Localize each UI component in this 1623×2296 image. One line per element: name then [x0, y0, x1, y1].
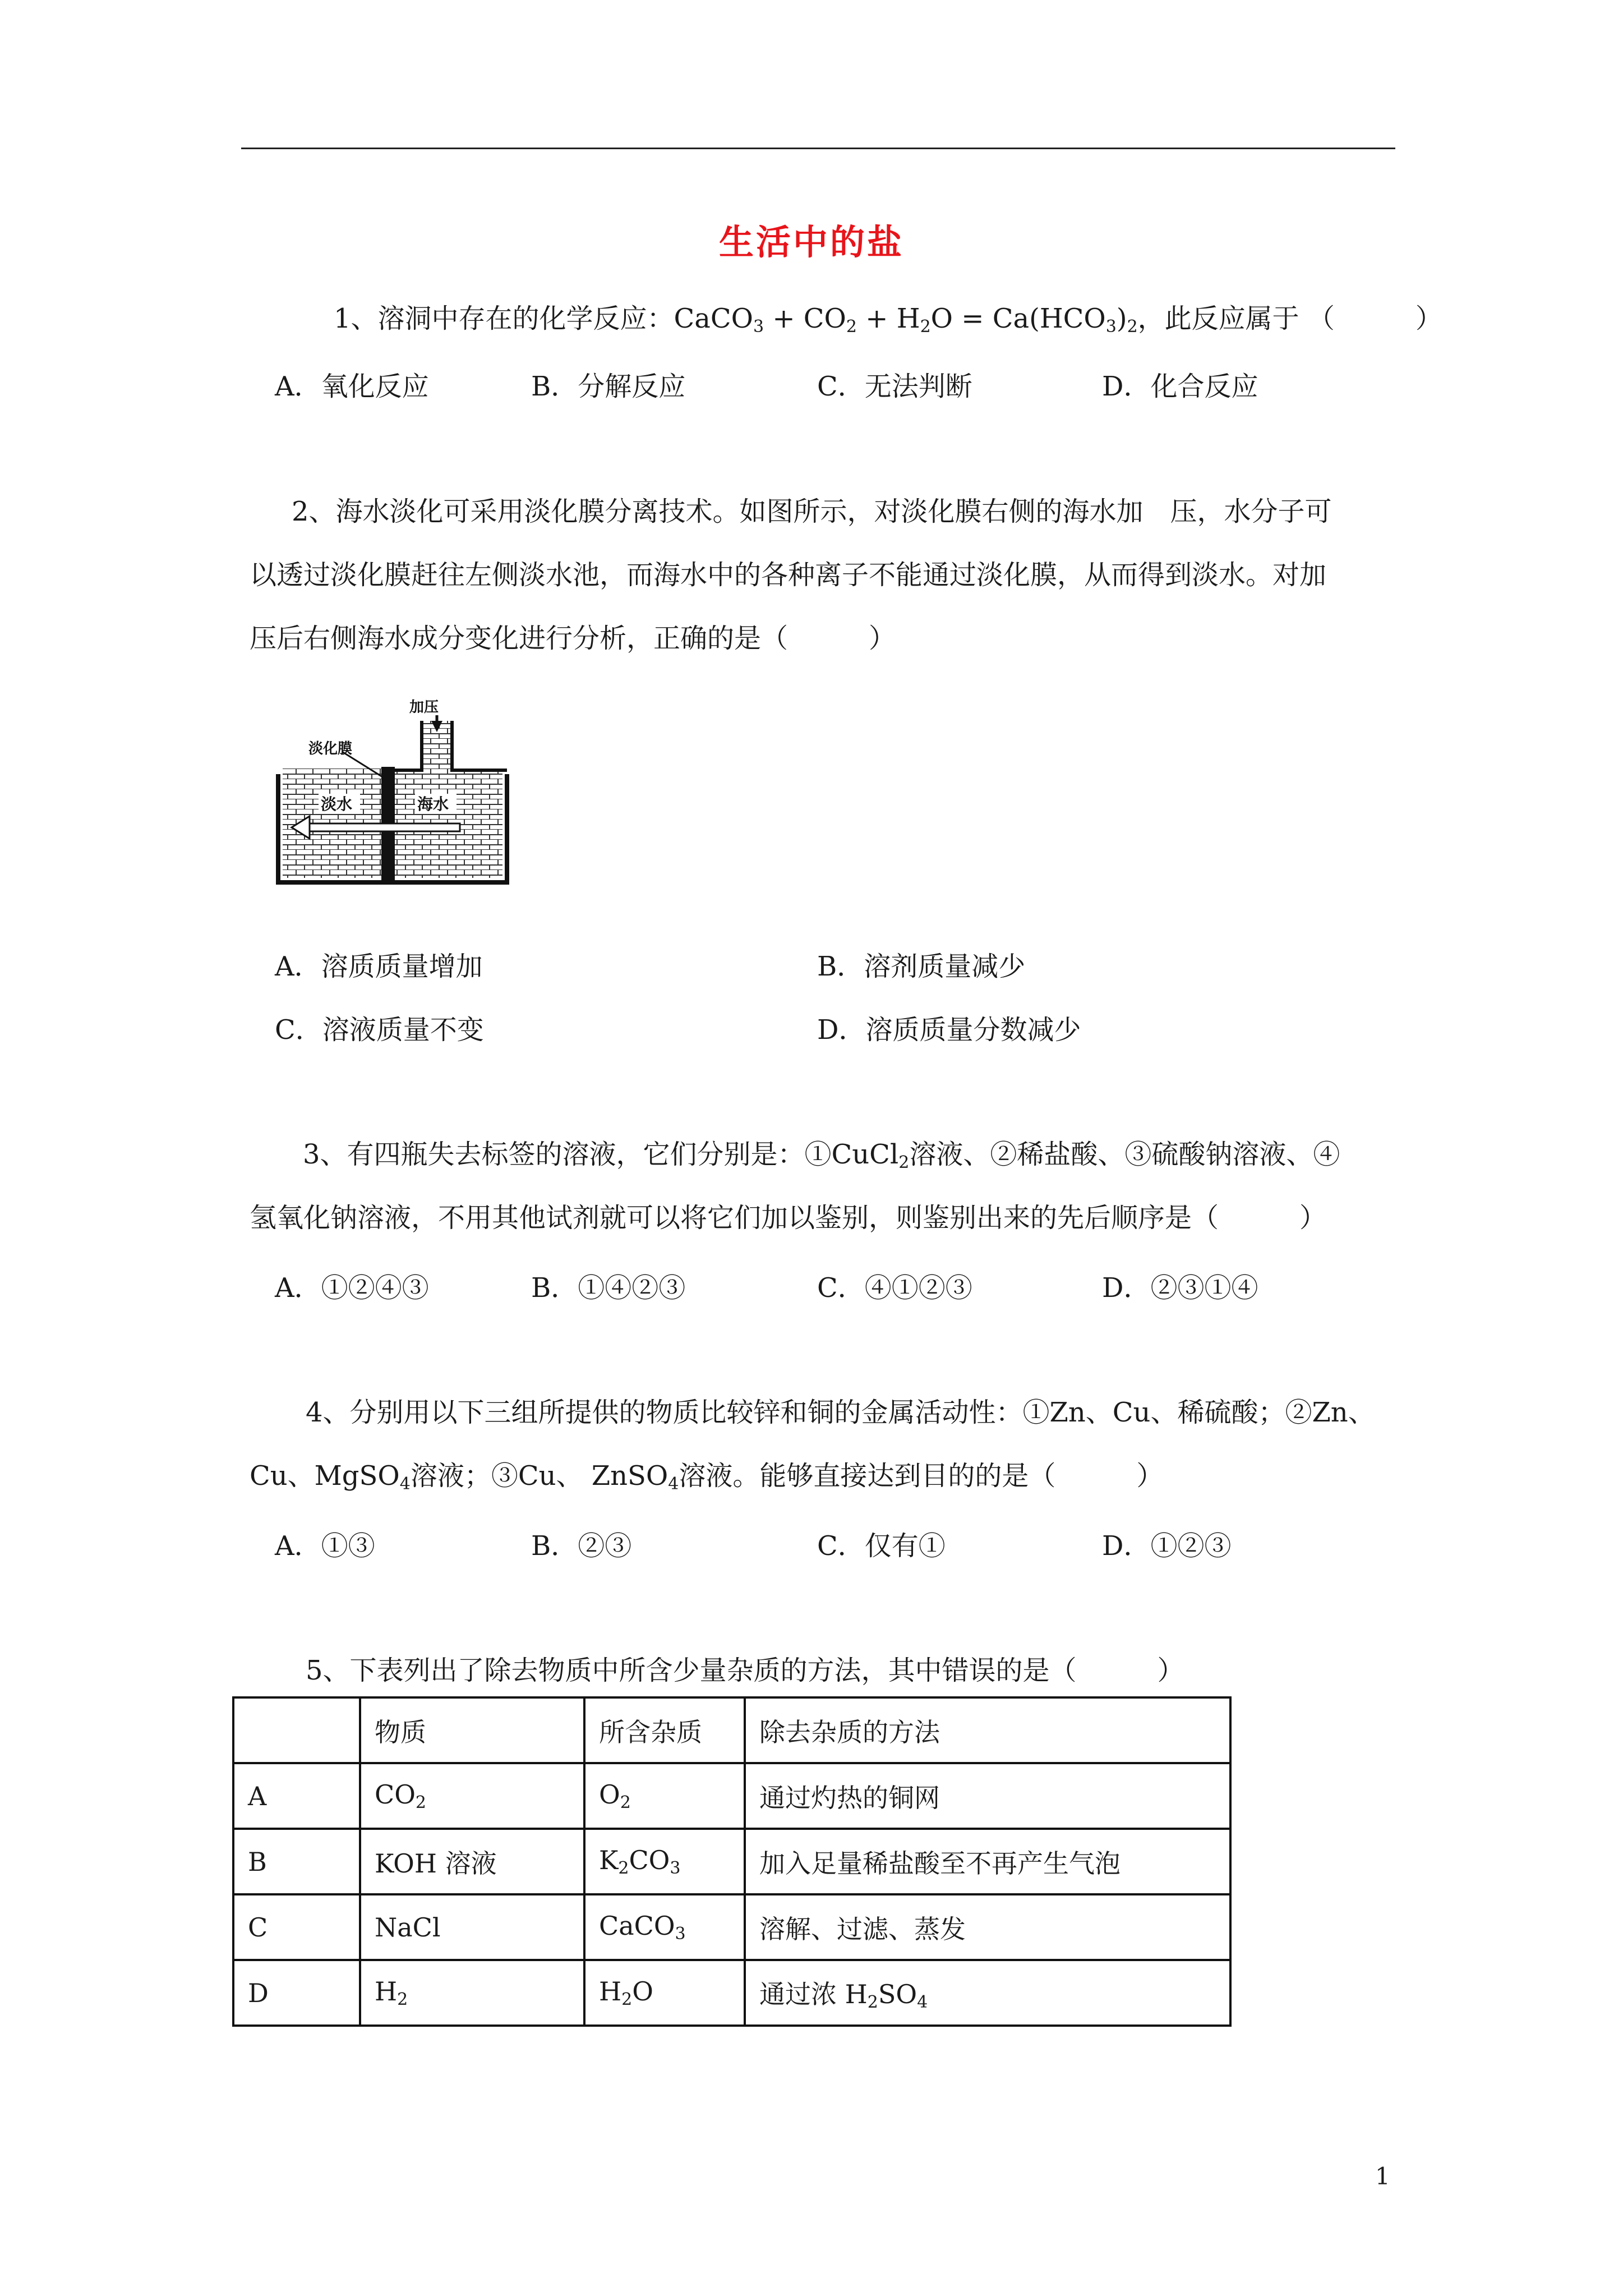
row-option: B: [233, 1829, 360, 1894]
q2-stem-line3: 压后右侧海水成分变化进行分析，正确的是（ ）: [250, 623, 896, 654]
header-rule: [241, 148, 1395, 149]
row-substance: $CO_2$: [360, 1763, 584, 1829]
row-option: A: [233, 1763, 360, 1829]
table-row: [233, 1829, 1230, 1894]
table-header-cell: [233, 1697, 360, 1763]
q2-option-c[interactable]: C．溶液质量不变: [275, 1014, 484, 1046]
q3-option-b[interactable]: B．①④②③: [531, 1272, 686, 1304]
table-header-row: [233, 1697, 1230, 1763]
q1-stem: 1、溶洞中存在的化学反应：CaCO$_3$ + $CO_2 + H_2O = Ca(HCO_3)_2$，此反应属于 （ ）: [334, 303, 1442, 337]
row-impurity: CaCO$_3$: [584, 1894, 745, 1960]
q2-option-a[interactable]: A．溶质质量增加: [275, 951, 483, 982]
row-impurity: $O_2$: [584, 1763, 745, 1829]
row-method: 通过浓 $H_2SO_4$: [745, 1960, 1230, 2026]
q3-stem-line1: 3、有四瓶失去标签的溶液，它们分别是：①CuCl$_2$溶液、②稀盐酸、③硫酸钠溶液、④: [303, 1139, 1340, 1172]
table-row: [233, 1763, 1230, 1829]
table-header-cell: 物质: [360, 1697, 584, 1763]
table-header-cell: 除去杂质的方法: [745, 1697, 1230, 1763]
row-substance: $H_2$: [360, 1960, 584, 2026]
q4-option-d[interactable]: D．①②③: [1102, 1530, 1232, 1562]
q2-option-d[interactable]: D．溶质质量分数减少: [817, 1014, 1081, 1046]
q4-option-b[interactable]: B．②③: [531, 1530, 632, 1562]
flow-arrow: [308, 823, 460, 831]
q1-option-d[interactable]: D．化合反应: [1102, 371, 1258, 402]
page-number: 1: [1375, 2162, 1390, 2190]
q3-option-c[interactable]: C．④①②③: [817, 1272, 972, 1304]
row-substance: NaCl: [360, 1894, 584, 1960]
row-substance: KOH 溶液: [360, 1829, 584, 1894]
q2-option-b[interactable]: B．溶剂质量减少: [817, 951, 1026, 982]
q3-option-a[interactable]: A．①②④③: [275, 1272, 429, 1304]
row-method: 通过灼热的铜网: [745, 1763, 1230, 1829]
q3-option-d[interactable]: D．②③①④: [1102, 1272, 1258, 1304]
impurity-table: [232, 1696, 1232, 2027]
q3-stem-line2: 氢氧化钠溶液，不用其他试剂就可以将它们加以鉴别，则鉴别出来的先后顺序是（ ）: [250, 1202, 1327, 1234]
membrane-label: 淡化膜: [308, 740, 353, 757]
q1-option-a[interactable]: A．氧化反应: [275, 371, 429, 402]
q1-option-b[interactable]: B．分解反应: [531, 371, 686, 402]
table-row: [233, 1894, 1230, 1960]
row-impurity: $H_2O$: [584, 1960, 745, 2026]
q1-option-c[interactable]: C．无法判断: [817, 371, 972, 402]
row-impurity: $K_2CO_3$: [584, 1829, 745, 1894]
row-option: D: [233, 1960, 360, 2026]
q4-option-a[interactable]: A．①③: [275, 1530, 375, 1562]
sea-water-label: 海水: [417, 795, 449, 813]
q4-stem-line1: 4、分别用以下三组所提供的物质比较锌和铜的金属活动性：①Zn、Cu、稀硫酸；②Zn、: [306, 1397, 1375, 1428]
table-row: [233, 1960, 1230, 2026]
row-method: 溶解、过滤、蒸发: [745, 1894, 1230, 1960]
q4-option-c[interactable]: C．仅有①: [817, 1530, 946, 1562]
q5-stem: 5、下表列出了除去物质中所含少量杂质的方法，其中错误的是（ ）: [306, 1655, 1184, 1686]
page-title: 生活中的盐: [718, 222, 904, 263]
pressure-label: 加压: [409, 699, 439, 716]
desalination-figure: [275, 698, 533, 889]
q2-stem-line2: 以透过淡化膜赶往左侧淡水池，而海水中的各种离子不能通过淡化膜，从而得到淡水。对加: [250, 559, 1327, 591]
q2-stem-line1: 2、海水淡化可采用淡化膜分离技术。如图所示，对淡化膜右侧的海水加 压，水分子可: [292, 496, 1332, 527]
row-method: 加入足量稀盐酸至不再产生气泡: [745, 1829, 1230, 1894]
fresh-water-label: 淡水: [321, 795, 353, 813]
table-header-cell: 所含杂质: [584, 1697, 745, 1763]
q4-stem-line2: Cu、MgSO$_4$溶液；③Cu、 ZnSO$_4$溶液。能够直接达到目的的是（ ）: [250, 1460, 1164, 1494]
row-option: C: [233, 1894, 360, 1960]
